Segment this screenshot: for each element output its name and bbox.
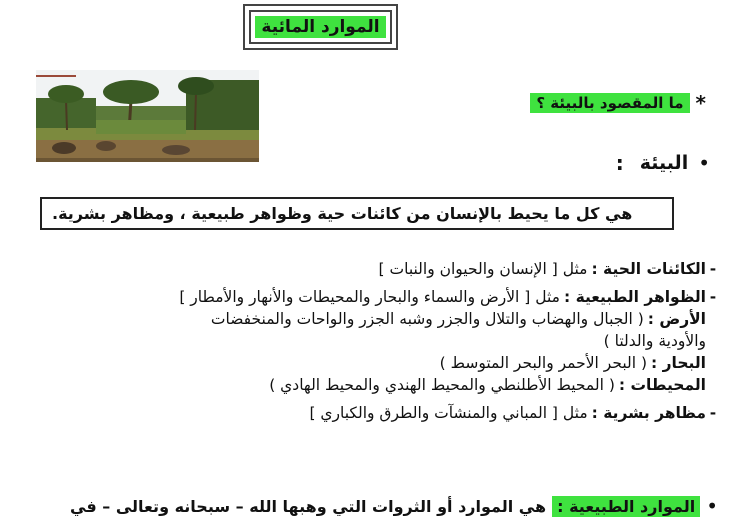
bullet-icon: • — [698, 151, 710, 175]
list-item-seas — [30, 352, 720, 374]
landscape-photo — [36, 70, 259, 162]
dash-marker: - — [709, 288, 717, 306]
environment-heading — [560, 148, 710, 178]
list-item-oceans — [30, 374, 720, 396]
environment-components-list — [30, 258, 720, 424]
list-item-natural — [30, 286, 720, 308]
dash-marker: - — [709, 260, 717, 278]
dash-marker: - — [709, 404, 717, 422]
definition-box — [40, 197, 674, 230]
list-item-text: مثل [ الأرض والسماء والبحار والمحيطات والأنهار والأمطار ] — [179, 288, 560, 306]
natural-resources-line — [58, 492, 718, 518]
palm-field-image — [36, 70, 259, 162]
list-item-land — [30, 308, 720, 330]
list-item-label: المحيطات : — [618, 376, 706, 394]
natural-resources-definition: هي الموارد أو الثروات التي وهبها الله – سبحانه وتعالى – في — [70, 496, 547, 516]
page-title: الموارد المائية — [255, 16, 385, 38]
environment-colon: : — [615, 151, 624, 175]
title-inner-frame — [249, 10, 392, 44]
list-item-human — [30, 402, 720, 424]
list-item-label: البحار : — [651, 354, 706, 372]
list-item-label: الأرض : — [647, 310, 706, 328]
list-item-label: مظاهر بشرية : — [591, 404, 706, 422]
star-marker: * — [695, 91, 706, 115]
list-item-land-continued — [30, 330, 720, 352]
definition-text: هي كل ما يحيط بالإنسان من كائنات حية وظواهر طبيعية ، ومظاهر بشرية. — [52, 204, 633, 223]
list-item-living — [30, 258, 720, 280]
question-line — [470, 90, 706, 116]
list-item-text: ( المحيط الأطلنطي والمحيط الهندي والمحيط الهادي ) — [269, 376, 615, 394]
environment-word: البيئة — [639, 152, 689, 174]
list-item-text: مثل [ الإنسان والحيوان والنبات ] — [378, 260, 588, 278]
list-item-text: مثل [ المباني والمنشآت والطرق والكباري ] — [309, 404, 588, 422]
title-frame — [243, 4, 398, 50]
list-item-text: ( الجبال والهضاب والتلال والجزر وشبه الجزر والواحات والمنخفضات — [210, 310, 644, 328]
question-text: ما المقصود بالبيئة ؟ — [530, 93, 689, 113]
list-item-label: الظواهر الطبيعية : — [563, 288, 706, 306]
list-item-text: والأودية والدلتا ) — [603, 332, 706, 350]
natural-resources-term: الموارد الطبيعية : — [552, 496, 700, 517]
bullet-icon: • — [706, 494, 718, 518]
list-item-label: الكائنات الحية : — [591, 260, 706, 278]
list-item-text: ( البحر الأحمر والبحر المتوسط ) — [439, 354, 648, 372]
